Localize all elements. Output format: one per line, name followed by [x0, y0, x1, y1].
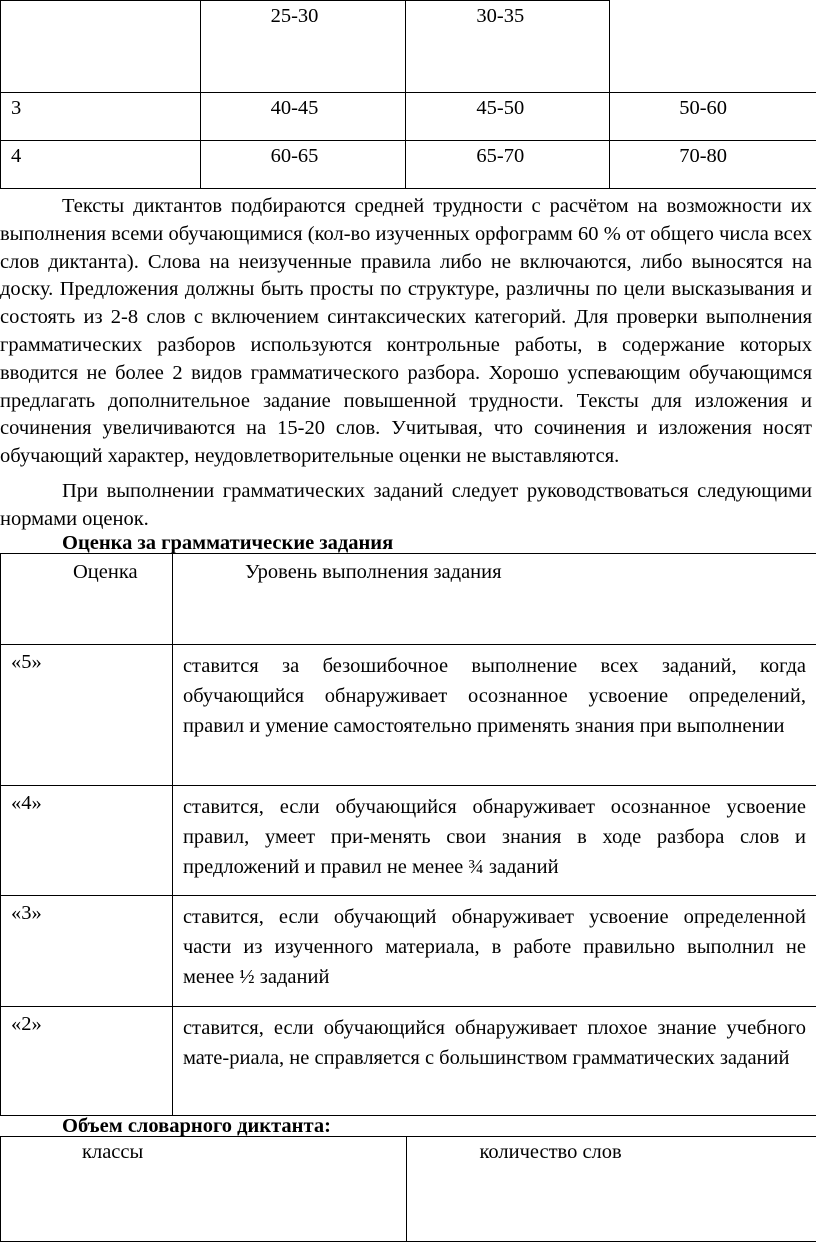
- table-row: [1, 786, 816, 896]
- classes-header: классы: [1, 1137, 407, 1242]
- grade-cell: «3»: [1, 896, 173, 1007]
- table-cell: [610, 1, 816, 93]
- table-cell: 3: [1, 93, 201, 141]
- grade-cell: «2»: [1, 1007, 173, 1116]
- table-row: [1, 645, 816, 786]
- table-row: [1, 93, 816, 141]
- table-cell: 65-70: [406, 141, 610, 189]
- grade-header: Оценка: [1, 554, 173, 645]
- table-cell: 50-60: [610, 93, 816, 141]
- table-row: [1, 1, 816, 93]
- table-cell: 4: [1, 141, 201, 189]
- description-header: Уровень выполнения задания: [172, 554, 816, 645]
- table-header-row: [1, 1137, 816, 1242]
- table-row: [1, 1007, 816, 1116]
- table-row: [1, 896, 816, 1007]
- table-cell: 25-30: [200, 1, 406, 93]
- table-cell: 40-45: [200, 93, 406, 141]
- table-row: [1, 141, 816, 189]
- grading-table: [0, 553, 816, 1116]
- paragraph-grammar-norms: При выполнении грамматических заданий следует руководствоваться следующими нормами оценок.: [0, 478, 812, 534]
- table-header-row: [1, 554, 816, 645]
- description-cell: ставится, если обучающий обнаруживает усвоение определенной части из изученного материала, в работе правильно выполнил не менее ½ заданий: [172, 896, 816, 1007]
- table-cell: 60-65: [200, 141, 406, 189]
- description-cell: ставится, если обучающийся обнаруживает плохое знание учебного мате-риала, не справляется с большинством грамматических заданий: [172, 1007, 816, 1116]
- paragraph-dictation-rules: Тексты диктантов подбираются средней трудности с расчётом на возможности их выполнения всеми обучающимися (кол-во изученных орфограмм 60 % от общего числа всех слов диктанта). Слова на неизученные правила либо не включаются, либо выносятся на доску. Предложения должны быть просты по структуре, различны по цели высказывания и состоять из 2-8 слов с включением синтаксических категорий. Для проверки выполнения грамматических разборов используются контрольные работы, в содержание которых вводится не более 2 видов грамматического разбора. Хорошо успевающим обучающимся предлагать дополнительное задание повышенной трудности. Тексты для изложения и сочинения увеличиваются на 15-20 слов. Учитывая, что сочинения и изложения носят обучающий характер, неудовлетворительные оценки не выставляются.: [0, 193, 812, 471]
- table-cell: 30-35: [406, 1, 610, 93]
- table-cell: 45-50: [406, 93, 610, 141]
- grade-cell: «5»: [1, 645, 173, 786]
- vocab-table: [0, 1136, 816, 1242]
- norms-table: [0, 0, 816, 189]
- table-cell: [1, 1, 201, 93]
- description-cell: ставится за безошибочное выполнение всех заданий, когда обучающийся обнаруживает осознанное усвоение определений, правил и умение самостоятельно применять знания при выполнении: [172, 645, 816, 786]
- grade-cell: «4»: [1, 786, 173, 896]
- word-count-header: количество слов: [407, 1137, 816, 1242]
- grammar-heading: Оценка за грамматические задания: [62, 531, 393, 555]
- table-cell: 70-80: [610, 141, 816, 189]
- vocab-heading: Объем словарного диктанта:: [62, 1114, 331, 1138]
- description-cell: ставится, если обучающийся обнаруживает осознанное усвоение правил, умеет при-менять свои знания в ходе разбора слов и предложений и правил не менее ¾ заданий: [172, 786, 816, 896]
